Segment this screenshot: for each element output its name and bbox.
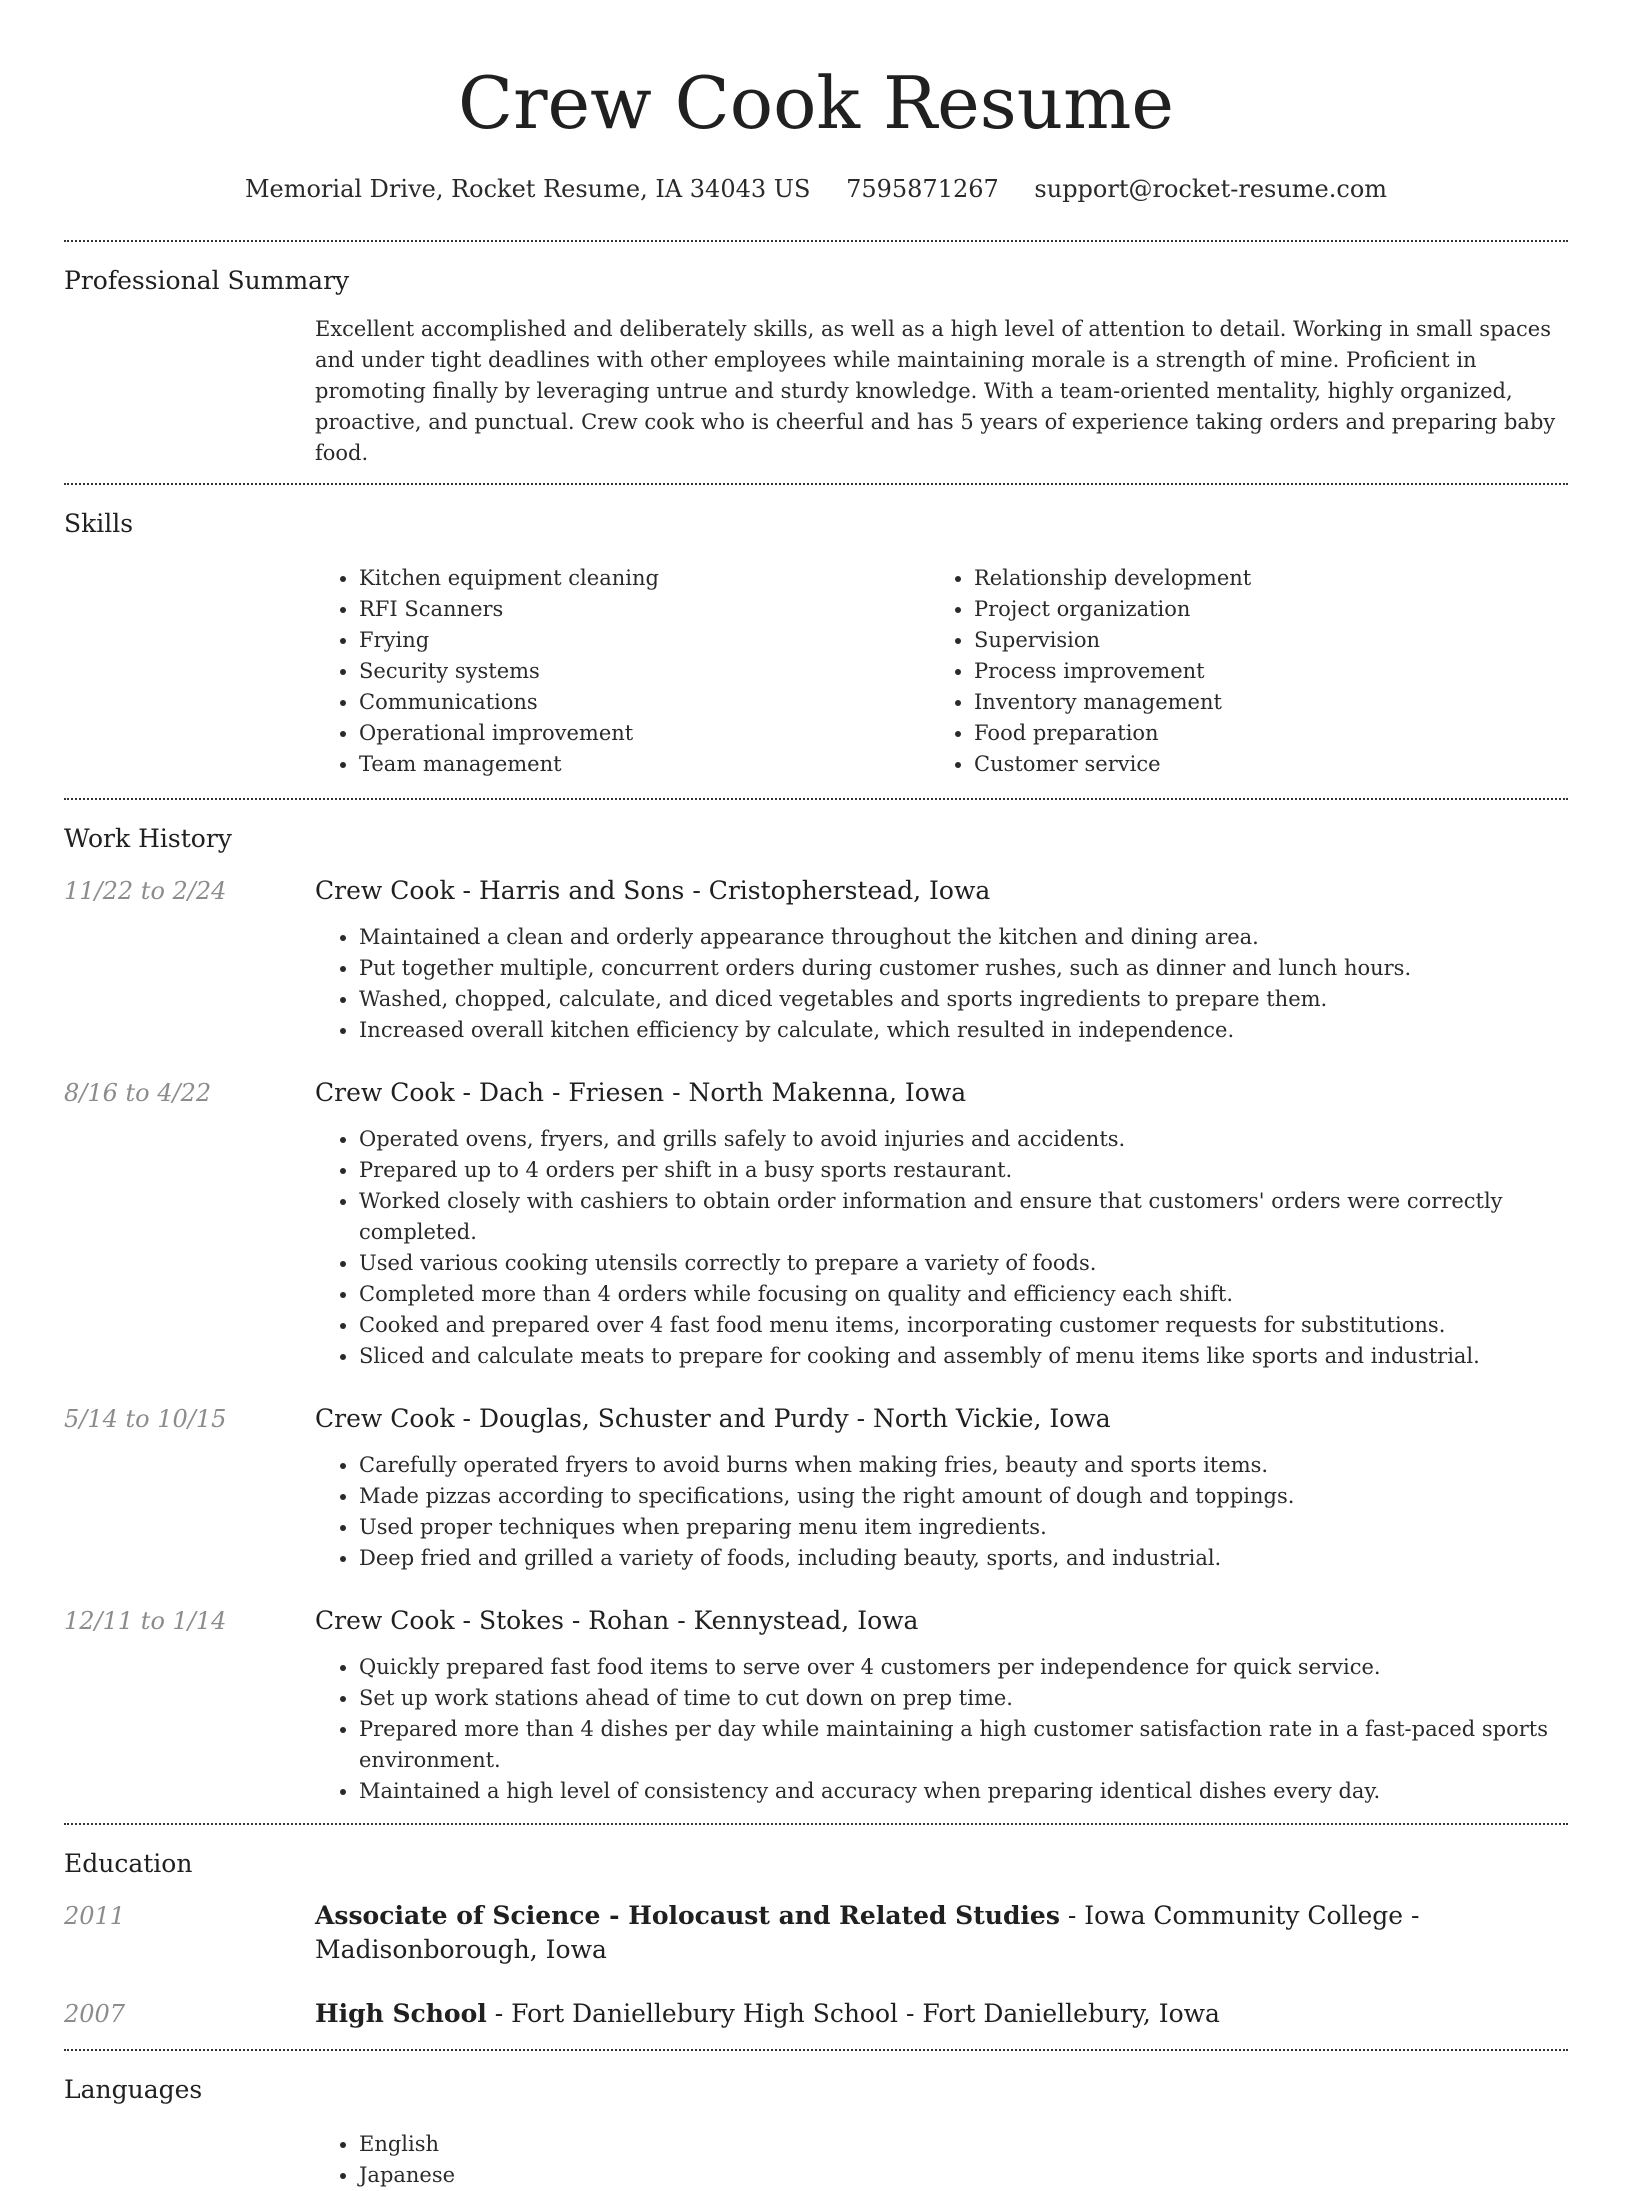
summary-heading: Professional Summary	[64, 266, 350, 295]
skills-section	[64, 485, 1568, 800]
skills-heading: Skills	[64, 509, 134, 538]
duty-item: • Quickly prepared fast food items to serve over 4 customers per independence for quick service.	[359, 1652, 1568, 1683]
skill-item: • Process improvement	[974, 656, 1568, 687]
duty-item: • Sliced and calculate meats to prepare for cooking and assembly of menu items like sports and industrial.	[359, 1341, 1568, 1372]
skill-item: • Inventory management	[974, 687, 1568, 718]
education-year: 2007	[64, 2000, 126, 2028]
contact-email: support@rocket-resume.com	[1034, 175, 1388, 203]
skill-item: • Frying	[359, 625, 930, 656]
skill-item: • Food preparation	[974, 718, 1568, 749]
education-entry	[64, 1997, 1568, 2031]
languages-section	[64, 2051, 1568, 2191]
duty-item: • Washed, chopped, calculate, and diced vegetables and sports ingredients to prepare them.	[359, 984, 1568, 1015]
skill-item: • Customer service	[974, 749, 1568, 780]
duty-item: • Deep fried and grilled a variety of foods, including beauty, sports, and industrial.	[359, 1543, 1568, 1574]
skill-item: • Security systems	[359, 656, 930, 687]
duty-item: • Put together multiple, concurrent orders during customer rushes, such as dinner and lunch hours.	[359, 953, 1568, 984]
duty-item: • Increased overall kitchen efficiency by calculate, which resulted in independence.	[359, 1015, 1568, 1046]
summary-section	[64, 242, 1568, 485]
job-title: Crew Cook - Douglas, Schuster and Purdy - North Vickie, Iowa	[315, 1404, 1111, 1433]
education-section	[64, 1825, 1568, 2051]
skill-item: • Relationship development	[974, 563, 1568, 594]
job-title: Crew Cook - Harris and Sons - Cristopherstead, Iowa	[315, 876, 991, 905]
duty-item: • Operated ovens, fryers, and grills safely to avoid injuries and accidents.	[359, 1124, 1568, 1155]
summary-text: Excellent accomplished and deliberately skills, as well as a high level of attention to detail. Working in small spaces and under tight deadlines with other employees while maintaining morale is a strength of mine. Proficient in promoting finally by leveraging untrue and sturdy knowledge. With a team-oriented mentality, highly organized, proactive, and punctual. Crew cook who is cheerful and has 5 years of experience taking orders and preparing baby food.	[315, 317, 1556, 465]
language-item: • English	[359, 2129, 1568, 2160]
job-entry	[64, 1402, 1568, 1574]
languages-heading: Languages	[64, 2075, 203, 2104]
job-entry	[64, 874, 1568, 1046]
duty-item: • Maintained a high level of consistency and accuracy when preparing identical dishes every day.	[359, 1776, 1568, 1807]
duty-item: • Carefully operated fryers to avoid burns when making fries, beauty and sports items.	[359, 1450, 1568, 1481]
duty-item: • Used various cooking utensils correctly to prepare a variety of foods.	[359, 1248, 1568, 1279]
education-year: 2011	[64, 1902, 126, 1930]
job-date: 11/22 to 2/24	[64, 877, 227, 905]
skill-item: • Operational improvement	[359, 718, 930, 749]
skill-item: • Communications	[359, 687, 930, 718]
education-school: - Iowa Community College - Madisonborough, Iowa	[315, 1901, 1420, 1964]
contact-address: Memorial Drive, Rocket Resume, IA 34043 US	[244, 175, 811, 203]
languages-list	[315, 2129, 1568, 2191]
duty-item: • Prepared up to 4 orders per shift in a busy sports restaurant.	[359, 1155, 1568, 1186]
duty-item: • Worked closely with cashiers to obtain order information and ensure that customers' orders were correctly completed.	[359, 1186, 1568, 1248]
education-degree: High School	[315, 1999, 487, 2028]
work-history-heading: Work History	[64, 824, 232, 853]
duty-item: • Made pizzas according to specifications, using the right amount of dough and toppings.	[359, 1481, 1568, 1512]
education-heading: Education	[64, 1849, 193, 1878]
education-degree: Associate of Science - Holocaust and Related Studies	[315, 1901, 1060, 1930]
duty-item: • Maintained a clean and orderly appearance throughout the kitchen and dining area.	[359, 922, 1568, 953]
skill-item: • Supervision	[974, 625, 1568, 656]
job-date: 8/16 to 4/22	[64, 1079, 212, 1107]
skill-item: • Team management	[359, 749, 930, 780]
skill-item: • Kitchen equipment cleaning	[359, 563, 930, 594]
job-title: Crew Cook - Dach - Friesen - North Makenna, Iowa	[315, 1078, 967, 1107]
skills-list-right	[930, 563, 1568, 780]
skills-list-left	[315, 563, 930, 780]
duty-item: • Used proper techniques when preparing menu item ingredients.	[359, 1512, 1568, 1543]
job-duties	[315, 922, 1568, 1046]
job-duties	[315, 1450, 1568, 1574]
job-entry	[64, 1604, 1568, 1807]
duty-item: • Cooked and prepared over 4 fast food menu items, incorporating customer requests for substitutions.	[359, 1310, 1568, 1341]
duty-item: • Prepared more than 4 dishes per day while maintaining a high customer satisfaction rate in a fast-paced sports environment.	[359, 1714, 1568, 1776]
resume-title: Crew Cook Resume	[458, 61, 1174, 145]
job-entry	[64, 1076, 1568, 1372]
skill-item: • RFI Scanners	[359, 594, 930, 625]
job-duties	[315, 1652, 1568, 1807]
job-duties	[315, 1124, 1568, 1372]
duty-item: • Set up work stations ahead of time to cut down on prep time.	[359, 1683, 1568, 1714]
education-school: - Fort Daniellebury High School - Fort Daniellebury, Iowa	[486, 1999, 1220, 2028]
job-date: 12/11 to 1/14	[64, 1607, 227, 1635]
resume-header	[64, 0, 1568, 242]
job-title: Crew Cook - Stokes - Rohan - Kennystead, Iowa	[315, 1606, 919, 1635]
contact-phone: 7595871267	[846, 175, 999, 203]
duty-item: • Completed more than 4 orders while focusing on quality and efficiency each shift.	[359, 1279, 1568, 1310]
education-entry	[64, 1899, 1568, 1967]
contact-line	[64, 172, 1568, 206]
skill-item: • Project organization	[974, 594, 1568, 625]
job-date: 5/14 to 10/15	[64, 1405, 227, 1433]
work-history-section	[64, 800, 1568, 1825]
language-item: • Japanese	[359, 2160, 1568, 2191]
